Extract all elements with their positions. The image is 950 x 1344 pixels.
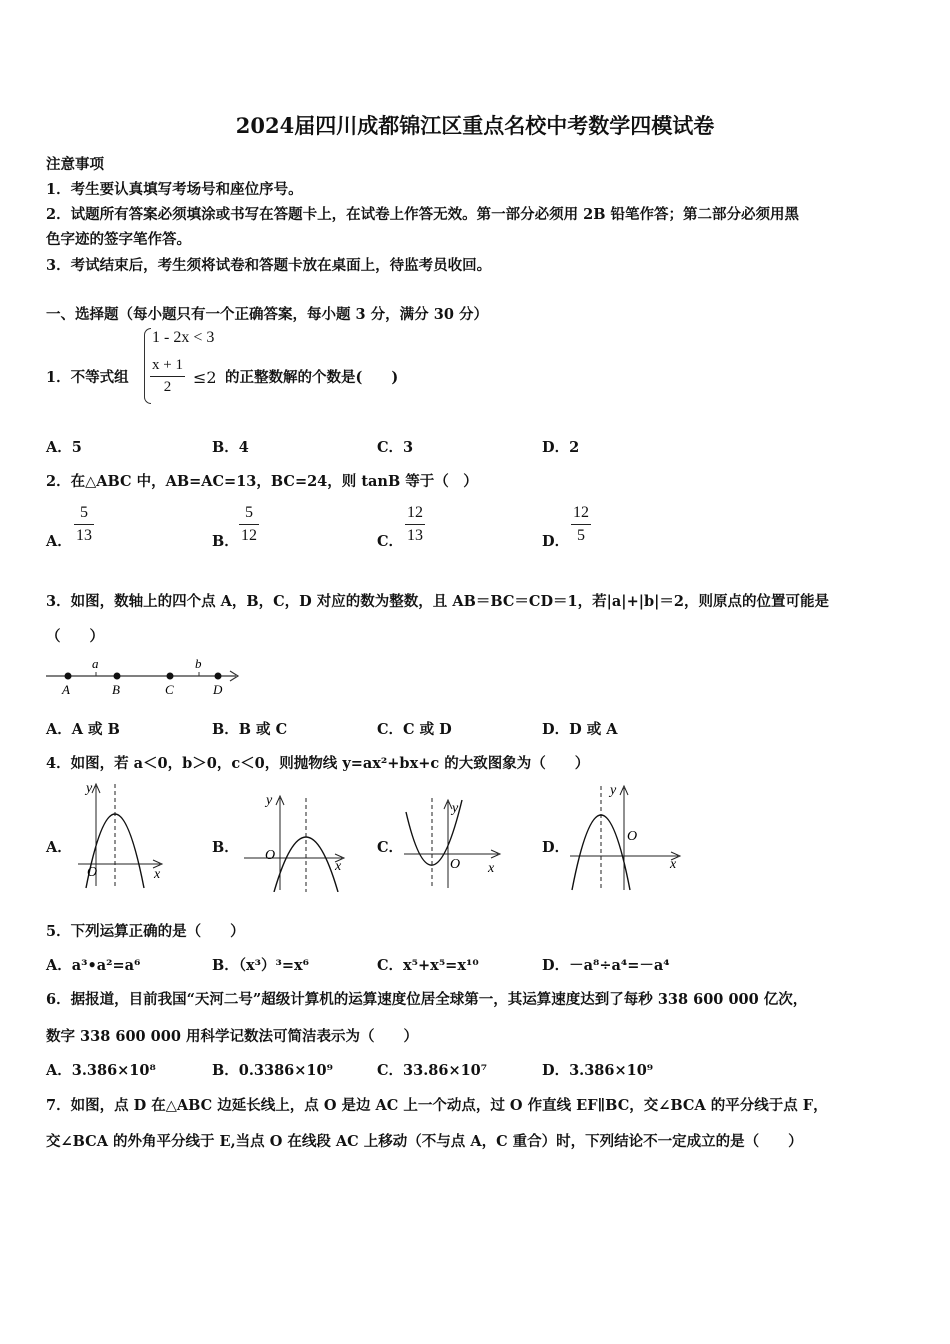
q4-graph-a	[74, 778, 166, 890]
q4-d-y-label: y	[610, 783, 617, 798]
q2-frac-b	[239, 504, 259, 545]
q2-b-den: 12	[239, 524, 259, 545]
q1-suffix: 的正整数解的个数是( )	[225, 369, 399, 386]
q6-stem-cont: 数字 338 600 000 用科学记数法可简洁表示为（ ）	[46, 1028, 418, 1045]
q3-option-b: B．B 或 C	[212, 721, 288, 738]
q4-label-c: C．	[377, 839, 404, 856]
q2-label-c: C．	[377, 533, 404, 550]
q1-option-c: C．3	[377, 439, 414, 456]
q1-option-a: A．5	[46, 439, 82, 456]
q1-ineq-2-frac	[150, 357, 185, 396]
q5-option-c: C．x⁵+x⁵=x¹⁰	[377, 957, 479, 974]
q4-d-origin: O	[627, 829, 638, 844]
q6-stem: 6．据报道，目前我国“天河二号”超级计算机的运算速度位居全球第一，其运算速度达到了每秒 338 600 000 亿次，	[46, 991, 808, 1008]
q2-c-num: 12	[407, 504, 423, 521]
q4-b-origin: O	[265, 848, 276, 863]
q6-option-c: C．33.86×10⁷	[377, 1062, 488, 1079]
page-title: 2024届四川成都锦江区重点名校中考数学四模试卷	[235, 113, 715, 138]
q4-a-y-label: y	[86, 781, 93, 796]
q1-frac-num: x + 1	[152, 357, 183, 373]
q3-stem-cont: （ ）	[46, 628, 104, 645]
q4-b-x-label: x	[335, 859, 342, 874]
q4-stem: 4．如图，若 a＜0，b＞0，c＜0，则抛物线 y=ax²+bx+c 的大致图象为（ ）	[46, 755, 590, 772]
q1-prefix: 1．不等式组	[46, 369, 129, 386]
q3-option-d: D．D 或 A	[542, 721, 618, 738]
q3-point-b	[114, 673, 121, 680]
q2-d-den: 5	[571, 524, 591, 545]
q6-option-d: D．3.386×10⁹	[542, 1062, 654, 1079]
q4-graph-d	[568, 780, 684, 892]
q7-stem-cont: 交∠BCA 的外角平分线于 E,当点 O 在线段 AC 上移动（不与点 A，C 重合）时，下列结论不一定成立的是（ ）	[46, 1133, 803, 1150]
q5-option-a: A．a³•a²=a⁶	[46, 957, 141, 974]
q3-stem: 3．如图，数轴上的四个点 A，B，C，D 对应的数为整数，且 AB＝BC＝CD＝1，若|a|+|b|＝2，则原点的位置可能是	[46, 593, 829, 610]
section-heading: 一、选择题（每小题只有一个正确答案，每小题 3 分，满分 30 分）	[46, 306, 488, 323]
q4-b-y-label: y	[266, 793, 273, 808]
q2-label-d: D．	[542, 533, 570, 550]
q4-label-a: A．	[46, 839, 72, 856]
q3-label-a: A	[62, 682, 70, 697]
q1-option-b: B．4	[212, 439, 249, 456]
q4-c-x-label: x	[488, 861, 495, 876]
q2-a-num: 5	[80, 504, 88, 521]
q4-label-b: B．	[212, 839, 239, 856]
q4-graph-b	[240, 790, 348, 892]
q1-ineq-2-rel: ≤2	[193, 368, 217, 387]
q2-b-num: 5	[245, 504, 253, 521]
q6-option-a: A．3.386×10⁸	[46, 1062, 156, 1079]
q5-stem: 5．下列运算正确的是（ ）	[46, 923, 245, 940]
q3-label-b: B	[112, 682, 120, 697]
q3-point-c	[167, 673, 174, 680]
q2-a-den: 13	[74, 524, 94, 545]
q4-a-origin: O	[87, 865, 98, 880]
note-1: 1．考生要认真填写考场号和座位序号。	[46, 181, 303, 198]
q3-number-line-figure	[44, 654, 244, 700]
q4-c-y-label: y	[452, 801, 459, 816]
q2-frac-a	[74, 504, 94, 545]
q4-c-origin: O	[450, 857, 461, 872]
note-2-cont: 色字迹的签字笔作答。	[46, 231, 191, 248]
q1-frac-den: 2	[150, 376, 185, 396]
notes-heading: 注意事项	[46, 156, 104, 173]
q3-label-c: C	[165, 682, 174, 697]
q2-c-den: 13	[405, 524, 425, 545]
q4-d-x-label: x	[670, 857, 677, 872]
q3-mark-a: a	[92, 656, 99, 671]
q4-graph-c	[402, 794, 504, 890]
q5-option-d: D．－a⁸÷a⁴=－a⁴	[542, 957, 670, 974]
q5-option-b: B．（x³）³=x⁶	[212, 957, 309, 974]
q3-option-c: C．C 或 D	[377, 721, 452, 738]
q6-option-b: B．0.3386×10⁹	[212, 1062, 333, 1079]
q2-label-b: B．	[212, 533, 239, 550]
q1-option-d: D．2	[542, 439, 580, 456]
q3-point-a	[65, 673, 72, 680]
q7-stem: 7．如图，点 D 在△ABC 边延长线上，点 O 是边 AC 上一个动点，过 O 作直线 EF∥BC，交∠BCA 的平分线于点 F，	[46, 1097, 828, 1114]
note-2: 2．试题所有答案必须填涂或书写在答题卡上，在试卷上作答无效。第一部分必须用 2B 铅笔作答；第二部分必须用黑	[46, 206, 800, 223]
q2-frac-c	[405, 504, 425, 545]
q3-point-d	[215, 673, 222, 680]
q3-option-a: A．A 或 B	[46, 721, 120, 738]
q2-d-num: 12	[573, 504, 589, 521]
q2-stem: 2．在△ABC 中，AB=AC=13，BC=24，则 tanB 等于（ ）	[46, 473, 478, 490]
q3-label-d: D	[213, 682, 223, 697]
q3-mark-b: b	[195, 656, 202, 671]
q1-ineq-1: 1 - 2x < 3	[152, 329, 215, 346]
q4-a-x-label: x	[154, 867, 161, 882]
q2-frac-d	[571, 504, 591, 545]
q4-label-d: D．	[542, 839, 570, 856]
q2-label-a: A．	[46, 533, 72, 550]
note-3: 3．考试结束后，考生须将试卷和答题卡放在桌面上，待监考员收回。	[46, 257, 492, 274]
